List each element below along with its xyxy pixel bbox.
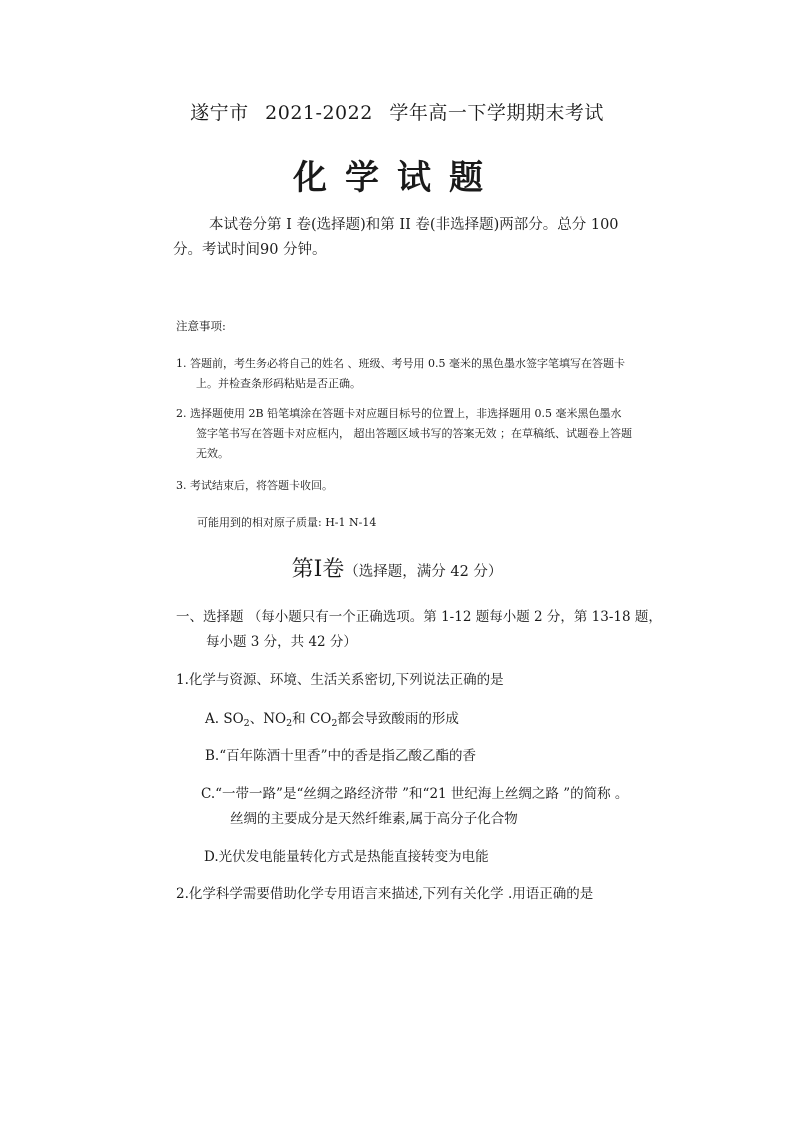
question-2-stem: 2.化学科学需要借助化学专用语言来描述,下列有关化学 .用语正确的是 <box>176 886 594 902</box>
option-a-no2: 、$NO_2$ <box>249 711 293 729</box>
section-title-main: 第Ⅰ卷 <box>291 557 345 582</box>
part1-instruction-line-1: 一、选择题 （每小题只有一个正确选项。第 1-12 题每小题 2 分，第 13-18 题， <box>176 609 662 625</box>
header-exam-name: 学年高一下学期期末考试 <box>389 102 604 124</box>
note-1-line-2: 上。并检查条形码粘贴是否正确。 <box>196 377 361 390</box>
atomic-mass-note: 可能用到的相对原子质量: H-1 N-14 <box>197 516 377 529</box>
intro-line-2: 分。考试时间90 分钟。 <box>173 242 327 258</box>
page-title: 化学试题 <box>293 158 501 198</box>
question-1-option-c-line-1: C.“一带一路”是“丝绸之路经济带 ”和“21 世纪海上丝绸之路 ”的简称 。 <box>201 786 629 802</box>
exam-header <box>0 98 794 125</box>
header-year: 2021-2022 <box>265 102 373 124</box>
note-3: 3. 考试结束后，将答题卡收回。 <box>176 479 333 492</box>
option-a-text: 都会导致酸雨的形成 <box>337 711 459 727</box>
note-2-line-2: 签字笔书写在答题卡对应框内， 超出答题区域书写的答案无效 ；在草稿纸、试题卷上答题 <box>196 427 632 440</box>
question-1-option-a <box>205 707 459 729</box>
option-a-label: A. <box>205 711 220 727</box>
part1-instruction-line-2: 每小题 3 分，共 42 分） <box>206 634 357 650</box>
option-a-co2: 和 $CO_2$ <box>292 711 338 729</box>
question-1-stem: 1.化学与资源、环境、生活关系密切,下列说法正确的是 <box>176 672 504 688</box>
question-1-option-c-line-2: 丝绸的主要成分是天然纤维素,属于高分子化合物 <box>230 811 518 827</box>
question-1-option-b: B.“百年陈酒十里香”中的香是指乙酸乙酯的香 <box>205 748 477 764</box>
question-1-option-d: D.光伏发电能量转化方式是热能直接转变为电能 <box>204 849 489 865</box>
notes-heading: 注意事项: <box>176 319 226 333</box>
note-1-line-1: 1. 答题前，考生务必将自己的姓名 、班级、考号用 0.5 毫米的黑色墨水签字笔填写在答题卡 <box>176 357 625 370</box>
section-title-sub: （选择题，满分 42 分） <box>344 564 503 580</box>
intro-line-1: 本试卷分第 I 卷(选择题)和第 II 卷(非选择题)两部分。总分 100 <box>209 217 619 233</box>
note-2-line-1: 2. 选择题使用 2B 铅笔填涂在答题卡对应题目标号的位置上，非选择题用 0.5 毫米黑色墨水 <box>176 407 622 420</box>
section-title <box>0 552 794 583</box>
header-city: 遂宁市 <box>190 102 249 124</box>
option-a-so2: $SO_2$ <box>223 711 250 729</box>
note-2-line-3: 无效。 <box>196 447 229 460</box>
